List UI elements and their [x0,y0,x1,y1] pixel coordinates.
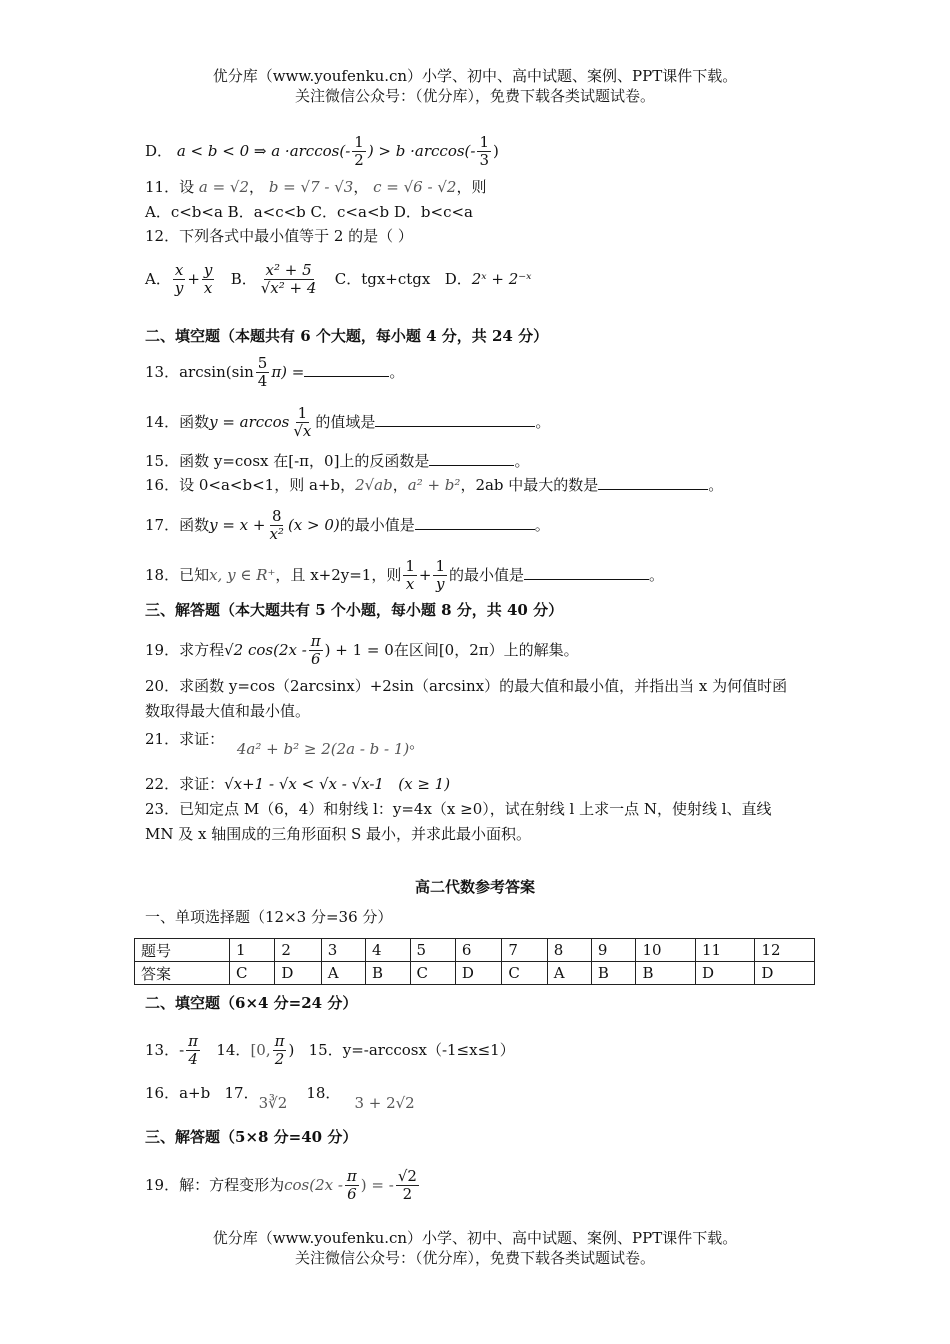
table-cell: 10 [636,939,695,962]
denominator: 2 [402,1185,413,1204]
denominator: 6 [347,1185,357,1204]
denominator: 2 [354,151,364,170]
table-cell: A [321,962,365,985]
fraction [433,558,447,594]
denominator: x [203,279,213,298]
math-expr: 2√ab [355,476,393,494]
table-cell: 9 [591,939,636,962]
math-expr: 3∛2 [258,1094,288,1112]
numerator: π [346,1167,357,1185]
option-label: A． [145,269,171,288]
question-label: 14．函数 [145,412,210,431]
denominator: y [174,279,184,298]
text: 。 [708,476,724,494]
math-expr: ) > b ·arccos(- [367,141,476,160]
question-label: 18．已知 [145,565,210,584]
math-expr: x, y ∈ R⁺ [209,565,276,584]
text: 。 [409,734,425,752]
question-15 [145,450,815,472]
math-expr: a = √2 [198,178,250,196]
numerator: 1 [354,133,364,151]
numerator: 8 [271,507,282,525]
text: 的最小值是 [449,565,525,584]
numerator: 5 [257,354,268,372]
page-footer [0,1228,950,1268]
table-cell: C [230,962,275,985]
text: 在区间[0，2π）上的解集。 [393,640,579,659]
answers-section-1: 一、单项选择题（12×3 分=36 分） [145,908,393,926]
math-expr: + [418,565,432,584]
math-expr: 2ˣ + 2⁻ˣ [471,269,532,288]
question-12-options [145,262,815,298]
answer-blank [304,362,389,377]
table-cell: 2 [275,939,321,962]
question-label: 13． [145,362,180,381]
question-12: 12．下列各式中最小值等于 2 的是（ ） [145,227,413,245]
question-23 [145,797,815,847]
math-expr: - [179,1040,185,1059]
text: 。 [514,452,530,470]
numerator: π [274,1032,285,1050]
page-header [0,66,950,106]
denominator: 4 [257,372,268,391]
numerator: 1 [435,557,446,575]
denominator: x [405,575,415,594]
text: 。 [649,565,665,584]
answer-blank [375,412,535,427]
fraction [256,355,270,391]
table-cell: D [275,962,321,985]
table-cell: 7 [502,939,547,962]
answer-blank [429,451,514,466]
denominator: √x [293,422,312,441]
answer-blank [524,565,649,580]
table-row [135,939,815,962]
math-expr: arcsin(sin [179,362,254,381]
table-cell: 1 [230,939,275,962]
question-label: 11．设 [145,178,195,196]
denominator: x² [269,525,284,544]
question-text: 16．设 0<a<b<1，则 a+b， [145,476,356,494]
table-row [135,962,815,985]
option-label: B． [230,269,257,288]
answer-blank [598,475,708,490]
question-14 [145,405,815,441]
numerator: y [203,261,213,279]
table-cell: B [591,962,636,985]
fraction [186,1033,200,1069]
question-22 [145,773,815,795]
math-expr: cos(2x - [284,1175,343,1194]
table-cell: 3 [321,939,365,962]
question-19 [145,633,815,669]
denominator: 4 [188,1050,198,1069]
table-cell: D [695,962,754,985]
numerator: 1 [297,404,308,422]
math-expr: (x ≥ 1) [398,775,451,793]
numerator: 1 [405,557,415,575]
question-13 [145,355,815,391]
text: 的值域是 [315,412,376,431]
text: ，则 [456,178,487,196]
table-cell: 4 [365,939,410,962]
denominator: √x² + 4 [260,279,317,298]
answers-section-3: 三、解答题（5×8 分=40 分） [145,1128,358,1146]
answer-19 [145,1168,815,1204]
answer-label: 19．解：方程变形为 [145,1175,285,1194]
numerator: π [188,1032,199,1050]
math-expr: y = x + [209,515,266,534]
fraction [173,262,185,298]
option-label: D． [444,269,472,288]
table-cell: 8 [547,939,591,962]
math-expr: π) = [271,362,305,381]
table-cell: 答案 [135,962,230,985]
denominator: 2 [274,1050,285,1069]
question-11-options: A．c<b<a B．a<c<b C．c<a<b D．b<c<a [145,203,473,221]
text: 的最小值是 [339,515,415,534]
section-2-title: 二、填空题（本题共有 6 个大题，每小题 4 分，共 24 分） [145,327,549,345]
fraction [309,633,323,669]
denominator: 6 [310,650,321,669]
table-cell: B [636,962,695,985]
answers-fill-line-2 [145,1082,815,1112]
math-expr: [0, [250,1040,271,1059]
math-expr: c = √6 - √2 [373,178,457,196]
math-expr: y = arccos [209,412,290,431]
answer-label: 14． [216,1040,251,1059]
table-cell: D [755,962,815,985]
math-expr: + [187,269,200,288]
math-expr: ) [493,141,499,160]
math-expr: a² + b² [407,476,461,494]
question-16 [145,474,815,496]
question-text: MN 及 x 轴围成的三角形面积 S 最小，并求此最小面积。 [145,825,532,843]
section-3-title: 三、解答题（本大题共有 5 个小题，每小题 8 分，共 40 分） [145,601,564,619]
question-label: 21．求证： [145,730,225,748]
fraction [477,134,491,170]
table-cell: D [455,962,501,985]
fraction [403,558,417,594]
table-cell: B [365,962,410,985]
math-expr: ) [288,1040,295,1059]
fraction [345,1168,359,1204]
question-17 [145,508,815,544]
answer-text: 15．y=-arccosx（-1≤x≤1） [308,1040,515,1059]
question-label: 22．求证： [145,775,225,793]
question-text: 数取得最大值和最小值。 [145,702,311,720]
answer-label: 17． [224,1084,259,1102]
table-cell: 题号 [135,939,230,962]
fraction [202,262,214,298]
numerator: x² + 5 [265,261,312,279]
answers-fill-line-1 [145,1033,815,1069]
math-expr: 3 + 2√2 [354,1094,415,1112]
answers-section-2: 二、填空题（6×4 分=24 分） [145,994,358,1012]
question-21 [145,728,815,758]
text: ，2ab 中最大的数是 [460,476,599,494]
answer-text: 16．a+b [145,1084,211,1102]
math-expr: b = √7 - √3 [268,178,354,196]
fraction [291,405,313,441]
footer-line-2: 关注微信公众号：（优分库），免费下载各类试题试卷。 [294,1249,655,1267]
answer-table [134,938,815,985]
question-text: 15．函数 y=cosx 在[-π，0]上的反函数是 [145,452,430,470]
numerator: π [310,632,321,650]
question-label: 17．函数 [145,515,210,534]
denominator: 3 [479,151,490,170]
math-expr: a < b < 0 ⇒ a ·arccos(- [176,141,351,160]
header-line-1: 优分库（www.youfenku.cn）小学、初中、高中试题、案例、PPT课件下载。 [212,67,738,85]
table-cell: 11 [695,939,754,962]
table-cell: C [502,962,547,985]
answer-label: 18． [306,1084,341,1102]
answers-title: 高二代数参考答案 [414,878,535,896]
numerator: 1 [479,133,490,151]
table-cell: 6 [455,939,501,962]
question-11: 11．设 a = √2， b = √7 - √3， c = √6 - √2，则 [145,178,487,196]
text: 。 [535,412,551,431]
math-expr: 4a² + b² ≥ 2(2a - b - 1) [236,740,410,758]
fraction [396,1168,419,1204]
math-expr: ) + 1 = 0 [324,640,394,659]
question-text: 20．求函数 y=cos（2arcsinx）+2sin（arcsinx）的最大值和最小值，并指出当 x 为何值时函 [145,677,788,695]
math-expr: √2 cos(2x - [224,640,307,659]
option-label: C．tgx+ctgx [334,269,431,288]
text: 。 [389,362,405,381]
denominator: y [436,575,445,594]
text: ，且 x+2y=1，则 [275,565,402,584]
footer-line-1: 优分库（www.youfenku.cn）小学、初中、高中试题、案例、PPT课件下载。 [212,1229,738,1247]
header-line-2: 关注微信公众号：（优分库），免费下载各类试题试卷。 [294,87,655,105]
table-cell: 5 [410,939,455,962]
question-text: 23．已知定点 M（6，4）和射线 l：y=4x（x ≥0），试在射线 l 上求一点 N，使射线 l、直线 [145,800,772,818]
question-label: 19．求方程 [145,640,225,659]
fraction [267,508,285,544]
table-cell: A [547,962,591,985]
numerator: √2 [397,1167,417,1185]
question-10-option-d [145,134,815,170]
answer-label: 13． [145,1040,180,1059]
option-label: D． [145,141,173,160]
text: 。 [534,515,550,534]
math-expr: √x+1 - √x < √x - √x-1 [224,775,384,793]
fraction [352,134,366,170]
math-expr: (x > 0) [287,515,340,534]
question-18 [145,558,815,594]
table-cell: C [410,962,455,985]
fraction [259,262,319,298]
fraction [273,1033,287,1069]
text: ， [392,476,408,494]
numerator: x [174,261,184,279]
table-cell: 12 [755,939,815,962]
question-20 [145,674,815,724]
math-expr: ) = - [360,1175,394,1194]
answer-blank [415,515,535,530]
